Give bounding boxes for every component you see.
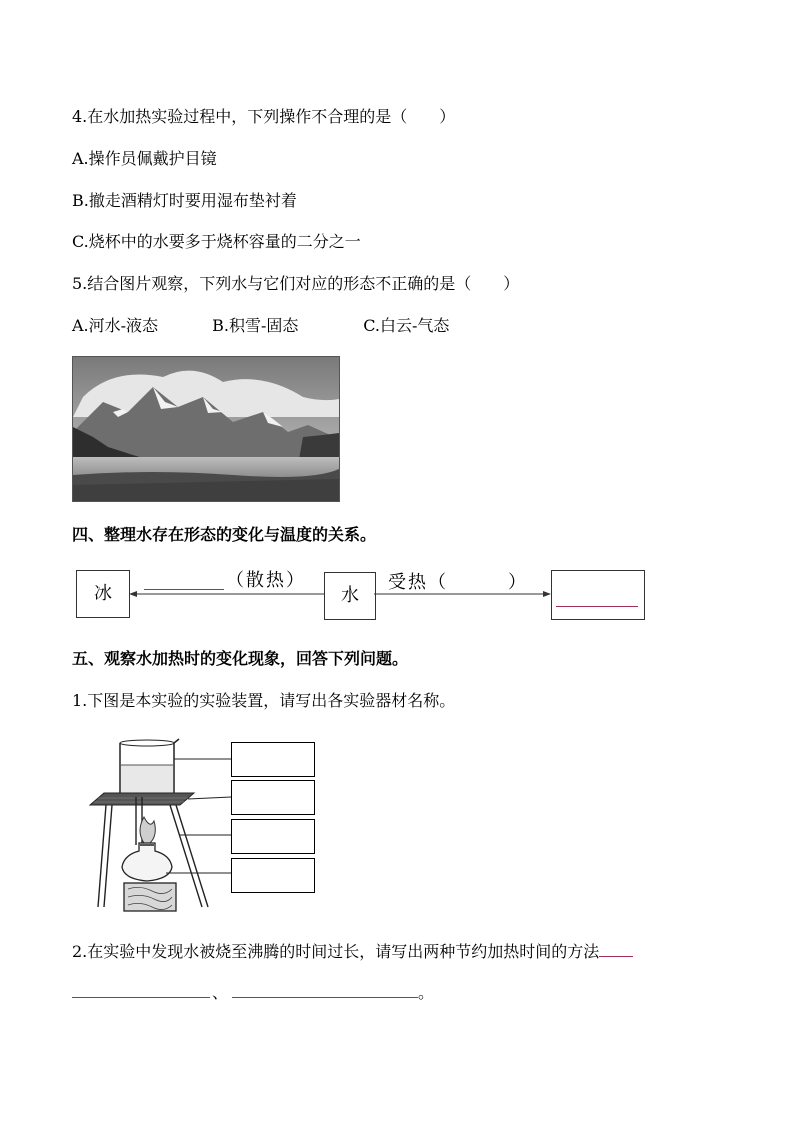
section5-q2	[72, 940, 633, 963]
section5-q2-text: 2.在实验中发现水被烧至沸腾的时间过长，请写出两种节约加热时间的方法	[72, 942, 600, 961]
section5-q1: 1.下图是本实验的实验装置，请写出各实验器材名称。	[72, 691, 456, 710]
q2-end-mark: 。	[418, 983, 435, 1002]
q5-option-c: C.白云-气态	[363, 316, 450, 335]
label-box-lamp[interactable]	[231, 858, 315, 893]
ice-label: 冰	[94, 583, 112, 604]
section4-title: 四、整理水存在形态的变化与温度的关系。	[72, 525, 377, 544]
answer-line-ice[interactable]	[144, 589, 224, 590]
flame-icon	[140, 817, 155, 843]
q5-option-a: A.河水-液态	[72, 316, 159, 335]
answer-line-vapor[interactable]	[556, 606, 638, 607]
q4-stem: 4.在水加热实验过程中，下列操作不合理的是（ ）	[72, 107, 456, 126]
label-box-beaker[interactable]	[231, 742, 315, 777]
q4-option-b: B.撤走酒精灯时要用湿布垫衬着	[72, 191, 297, 210]
label-box-tripod[interactable]	[231, 819, 315, 854]
heating-arrowhead	[543, 591, 551, 597]
cooling-arrowhead	[129, 591, 137, 597]
water-label: 水	[341, 585, 359, 606]
q2-blank-tail[interactable]	[599, 940, 633, 957]
heating-label: 受热（ ）	[388, 572, 528, 593]
label-box-gauze[interactable]	[231, 780, 315, 815]
heating-apparatus-diagram	[84, 735, 244, 915]
cooling-label: （散热）	[226, 570, 306, 591]
q2-answer-blank-2[interactable]	[232, 997, 418, 998]
q2-separator: 、	[212, 983, 229, 1002]
q4-option-c: C.烧杯中的水要多于烧杯容量的二分之一	[72, 232, 361, 251]
alcohol-lamp-icon	[122, 843, 172, 881]
q2-answer-blank-1[interactable]	[72, 997, 210, 998]
q5-stem: 5.结合图片观察，下列水与它们对应的形态不正确的是（ ）	[72, 274, 520, 293]
q4-option-a: A.操作员佩戴护目镜	[72, 149, 217, 168]
section5-title: 五、观察水加热时的变化现象，回答下列问题。	[72, 649, 409, 668]
q5-option-b: B.积雪-固态	[212, 316, 299, 335]
